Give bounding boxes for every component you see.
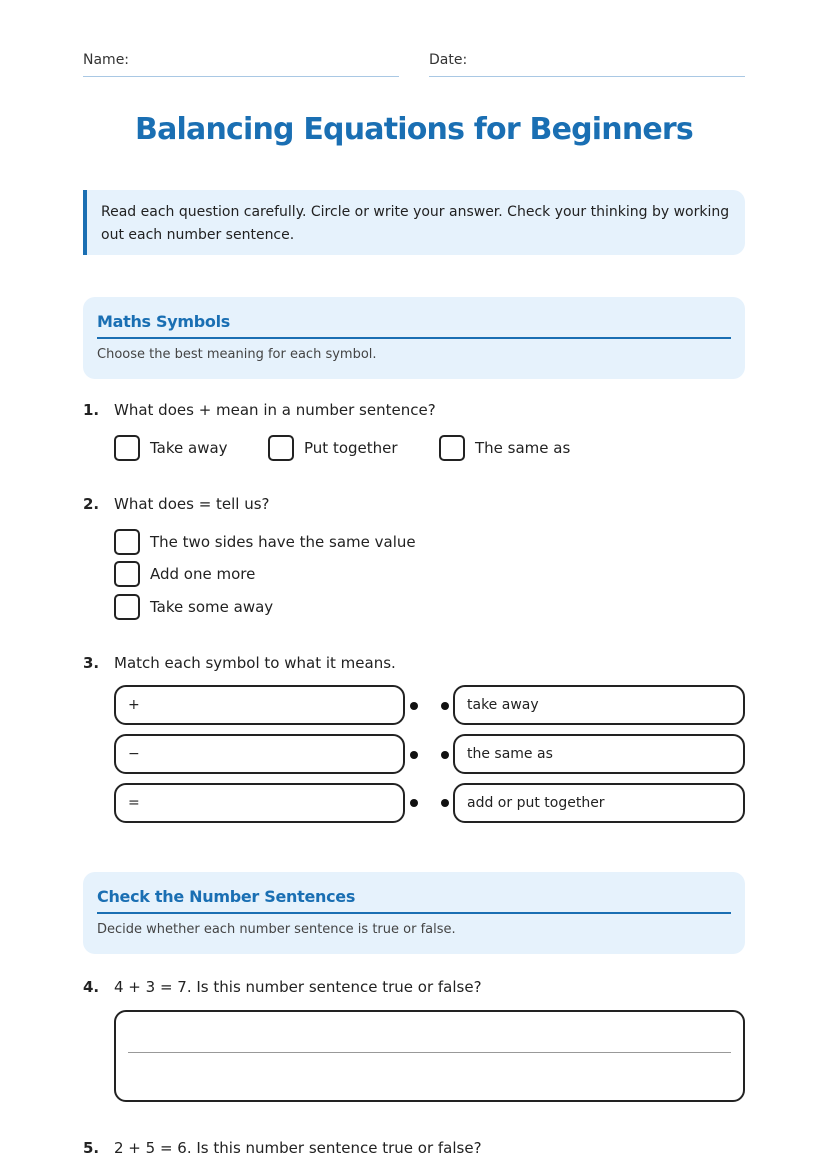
date-field[interactable] bbox=[429, 52, 745, 77]
option-label: Put together bbox=[304, 439, 398, 457]
name-field[interactable] bbox=[83, 52, 399, 77]
match-left-equals[interactable]: = bbox=[114, 783, 405, 823]
option-label: The same as bbox=[475, 439, 571, 457]
question-2 bbox=[83, 495, 270, 513]
section-maths-symbols bbox=[83, 297, 745, 379]
match-right-add[interactable]: add or put together bbox=[453, 783, 745, 823]
section-check-sentences bbox=[83, 872, 745, 954]
match-right-same-as[interactable]: the same as bbox=[453, 734, 745, 774]
question-1 bbox=[83, 401, 436, 419]
question-number: 4. bbox=[83, 978, 100, 996]
question-3 bbox=[83, 654, 396, 672]
option-label: Add one more bbox=[150, 565, 256, 583]
header-fields bbox=[83, 52, 745, 78]
checkbox[interactable] bbox=[114, 435, 140, 461]
question-number: 3. bbox=[83, 654, 100, 672]
question-number: 2. bbox=[83, 495, 100, 513]
match-dot-right[interactable] bbox=[441, 799, 449, 807]
question-text: 2 + 5 = 6. Is this number sentence true or false? bbox=[114, 1139, 482, 1157]
checkbox[interactable] bbox=[114, 529, 140, 555]
question-number: 1. bbox=[83, 401, 100, 419]
date-label: Date: bbox=[429, 52, 468, 68]
section-title: Maths Symbols bbox=[97, 312, 731, 339]
match-left-plus[interactable]: + bbox=[114, 685, 405, 725]
q2-option-same-value[interactable] bbox=[114, 529, 416, 555]
match-dot-left[interactable] bbox=[410, 751, 418, 759]
match-dot-left[interactable] bbox=[410, 799, 418, 807]
option-label: The two sides have the same value bbox=[150, 533, 416, 551]
checkbox[interactable] bbox=[268, 435, 294, 461]
match-dot-right[interactable] bbox=[441, 751, 449, 759]
question-5 bbox=[83, 1139, 482, 1157]
q1-option-take-away[interactable] bbox=[114, 435, 228, 461]
checkbox[interactable] bbox=[114, 561, 140, 587]
section-subtitle: Choose the best meaning for each symbol. bbox=[97, 347, 377, 362]
q1-option-same-as[interactable] bbox=[439, 435, 570, 461]
match-dot-right[interactable] bbox=[441, 702, 449, 710]
question-text: What does = tell us? bbox=[114, 495, 270, 513]
question-text: Match each symbol to what it means. bbox=[114, 654, 396, 672]
question-text: What does + mean in a number sentence? bbox=[114, 401, 436, 419]
answer-box[interactable] bbox=[114, 1010, 745, 1102]
instructions-box: Read each question carefully. Circle or write your answer. Check your thinking by working out each number sentence. bbox=[83, 190, 745, 255]
question-number: 5. bbox=[83, 1139, 100, 1157]
answer-line bbox=[128, 1052, 731, 1053]
section-subtitle: Decide whether each number sentence is true or false. bbox=[97, 922, 456, 937]
match-left-minus[interactable]: − bbox=[114, 734, 405, 774]
option-label: Take some away bbox=[150, 598, 274, 616]
checkbox[interactable] bbox=[114, 594, 140, 620]
section-title: Check the Number Sentences bbox=[97, 887, 731, 914]
question-4 bbox=[83, 978, 482, 996]
checkbox[interactable] bbox=[439, 435, 465, 461]
match-right-take-away[interactable]: take away bbox=[453, 685, 745, 725]
q1-option-put-together[interactable] bbox=[268, 435, 398, 461]
page-title: Balancing Equations for Beginners bbox=[135, 112, 693, 147]
q2-option-take-away[interactable] bbox=[114, 594, 273, 620]
question-text: 4 + 3 = 7. Is this number sentence true or false? bbox=[114, 978, 482, 996]
q2-option-add-one[interactable] bbox=[114, 561, 255, 587]
name-label: Name: bbox=[83, 52, 130, 68]
option-label: Take away bbox=[150, 439, 228, 457]
match-dot-left[interactable] bbox=[410, 702, 418, 710]
